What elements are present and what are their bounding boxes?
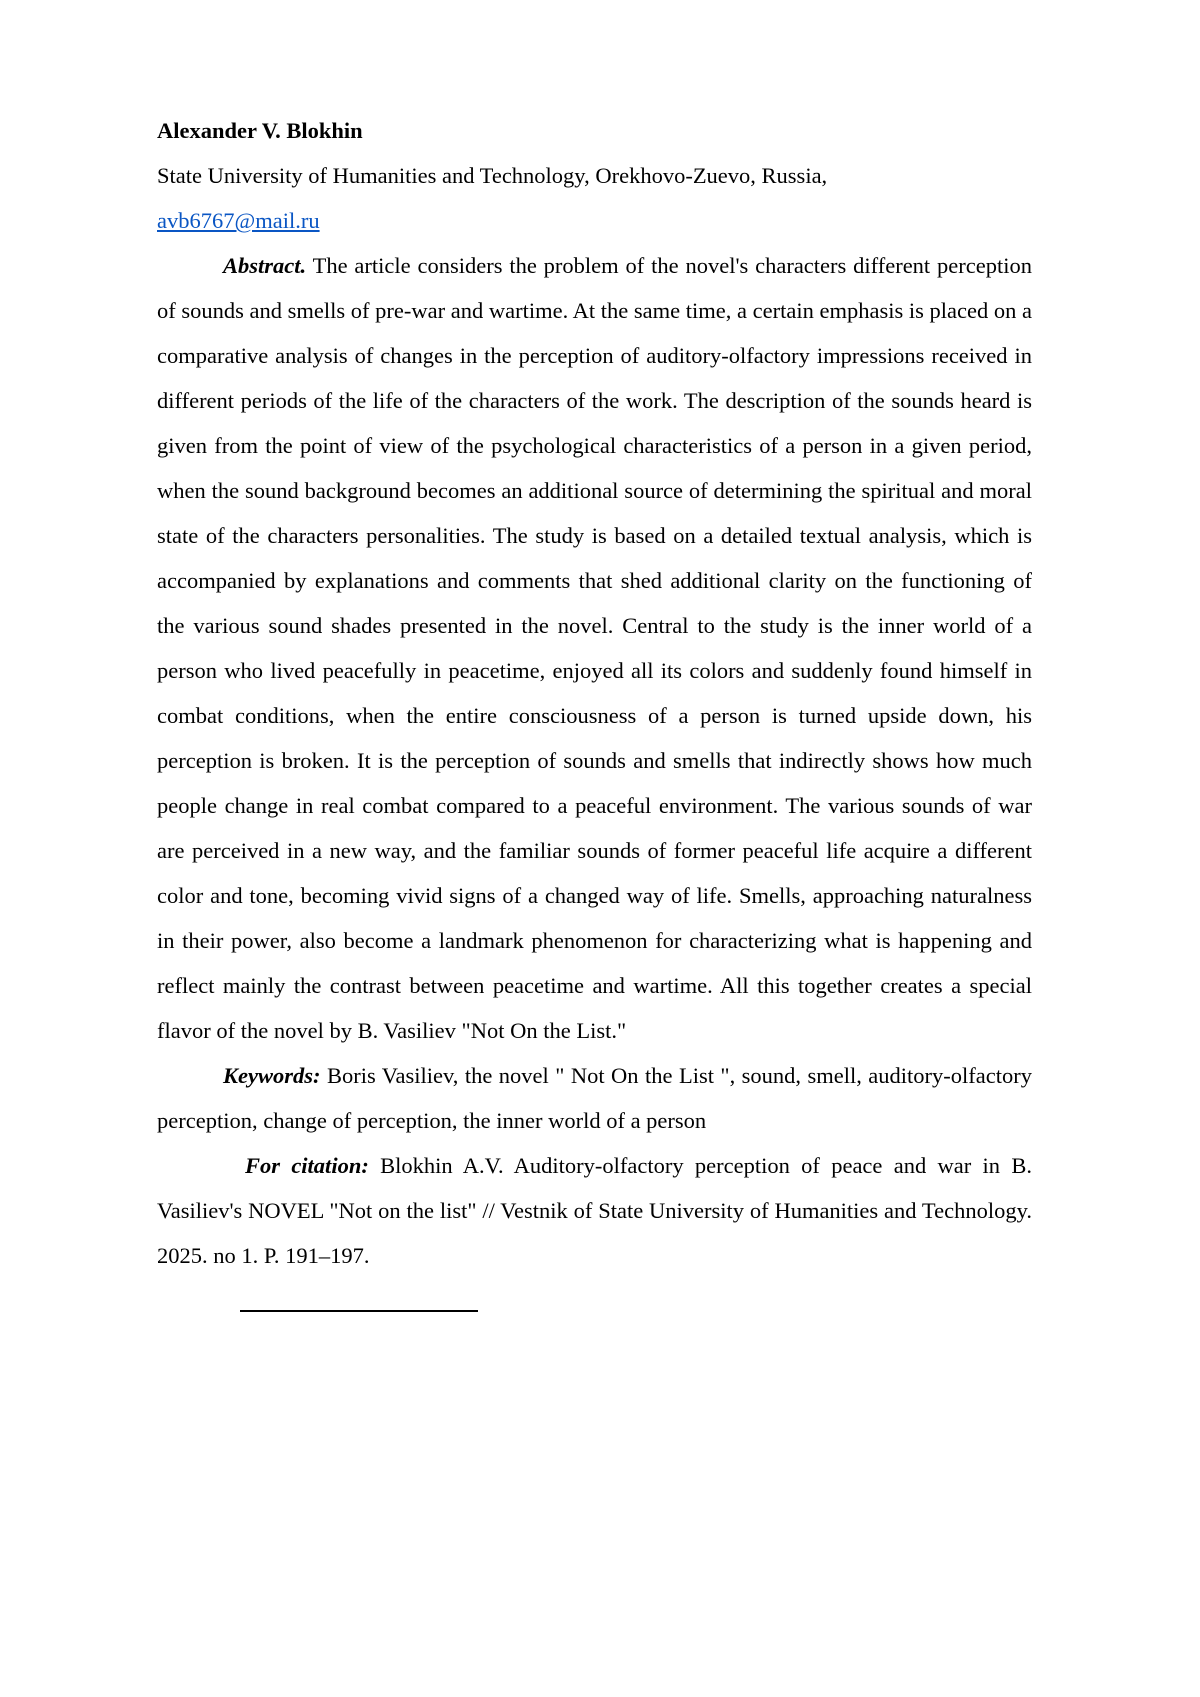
affiliation: State University of Humanities and Technology, Orekhovo-Zuevo, Russia, [157, 163, 828, 188]
keywords-label: Keywords: [223, 1063, 321, 1088]
keywords-text: Boris Vasiliev, the novel " Not On the List ", sound, smell, auditory-olfactory perception, change of perception, the inner world of a person [157, 1063, 1032, 1133]
citation-text: Blokhin A.V. Auditory-olfactory perception of peace and war in B. Vasiliev's NOVEL "Not on the list" // Vestnik of State University of Humanities and Technology. 2025. no 1. P. 191–197. [157, 1153, 1032, 1268]
footnote-separator [240, 1310, 478, 1312]
citation-paragraph [157, 1143, 1032, 1278]
email-line [157, 198, 1032, 243]
abstract-paragraph [157, 243, 1032, 1053]
keywords-paragraph [157, 1053, 1032, 1143]
email-link[interactable]: avb6767@mail.ru [157, 208, 320, 233]
abstract-label: Abstract. [223, 253, 307, 278]
citation-label: For citation: [245, 1153, 369, 1178]
abstract-text: The article considers the problem of the novel's characters different perception of sounds and smells of pre-war and wartime. At the same time, a certain emphasis is placed on a comparative analysis of changes in the perception of auditory-olfactory impressions received in different periods of the life of the characters of the work. The description of the sounds heard is given from the point of view of the psychological characteristics of a person in a given period, when the sound background becomes an additional source of determining the spiritual and moral state of the characters personalities. The study is based on a detailed textual analysis, which is accompanied by explanations and comments that shed additional clarity on the functioning of the various sound shades presented in the novel. Central to the study is the inner world of a person who lived peacefully in peacetime, enjoyed all its colors and suddenly found himself in combat conditions, when the entire consciousness of a person is turned upside down, his perception is broken. It is the perception of sounds and smells that indirectly shows how much people change in real combat compared to a peaceful environment. The various sounds of war are perceived in a new way, and the familiar sounds of former peaceful life acquire a different color and tone, becoming vivid signs of a changed way of life. Smells, approaching naturalness in their power, also become a landmark phenomenon for characterizing what is happening and reflect mainly the contrast between peacetime and wartime. All this together creates a special flavor of the novel by B. Vasiliev "Not On the List." [157, 253, 1032, 1043]
author-name: Alexander V. Blokhin [157, 118, 363, 143]
